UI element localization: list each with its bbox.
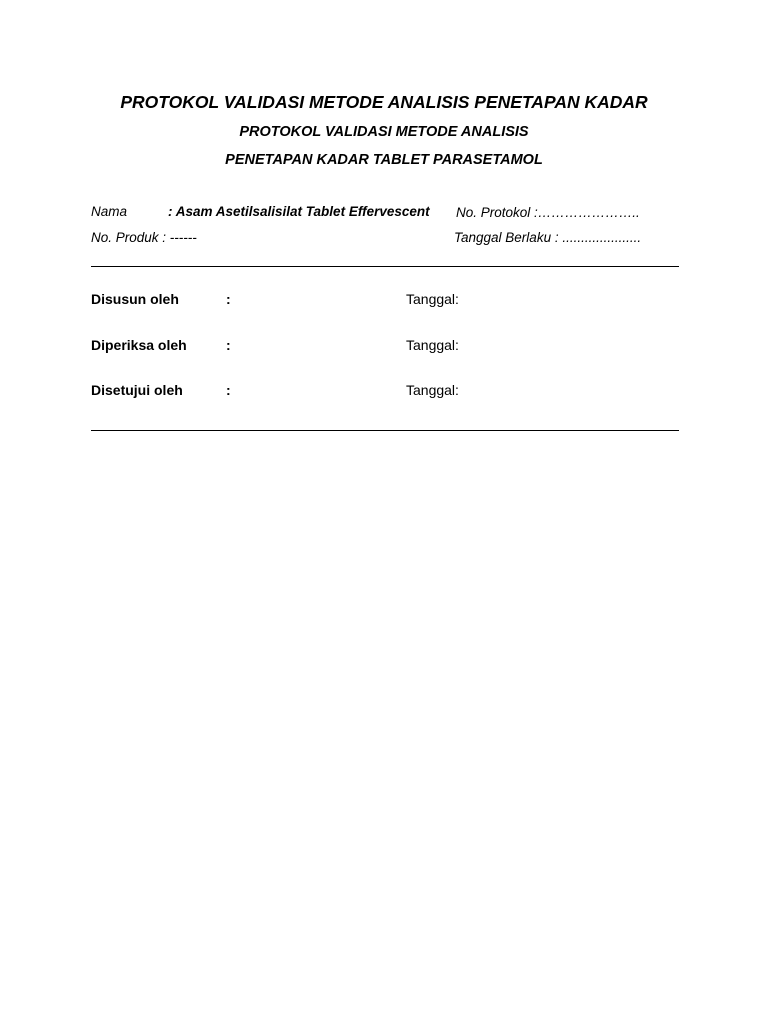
tanggal-berlaku: Tanggal Berlaku : ..................... xyxy=(454,230,642,245)
document-subtitle-line2: PENETAPAN KADAR TABLET PARASETAMOL xyxy=(225,152,543,168)
no-protokol: No. Protokol :………………….. xyxy=(456,205,640,220)
signature-colon: : xyxy=(226,337,231,353)
signature-label: Diperiksa oleh xyxy=(91,337,187,353)
signature-date-label: Tanggal: xyxy=(406,337,459,353)
signature-colon: : xyxy=(226,382,231,398)
signature-label: Disusun oleh xyxy=(91,291,179,307)
nama-value: : Asam Asetilsalisilat Tablet Effervescent xyxy=(168,204,430,219)
document-title: PROTOKOL VALIDASI METODE ANALISIS PENETAPAN KADAR xyxy=(120,92,648,112)
nama-label: Nama xyxy=(91,204,128,219)
divider-bottom xyxy=(91,430,679,431)
divider-top xyxy=(91,266,679,267)
signature-colon: : xyxy=(226,291,231,307)
signature-label: Disetujui oleh xyxy=(91,382,183,398)
no-produk: No. Produk : ------ xyxy=(91,230,197,245)
document-subtitle-line1: PROTOKOL VALIDASI METODE ANALISIS xyxy=(239,124,529,140)
signature-date-label: Tanggal: xyxy=(406,382,459,398)
signature-date-label: Tanggal: xyxy=(406,291,459,307)
